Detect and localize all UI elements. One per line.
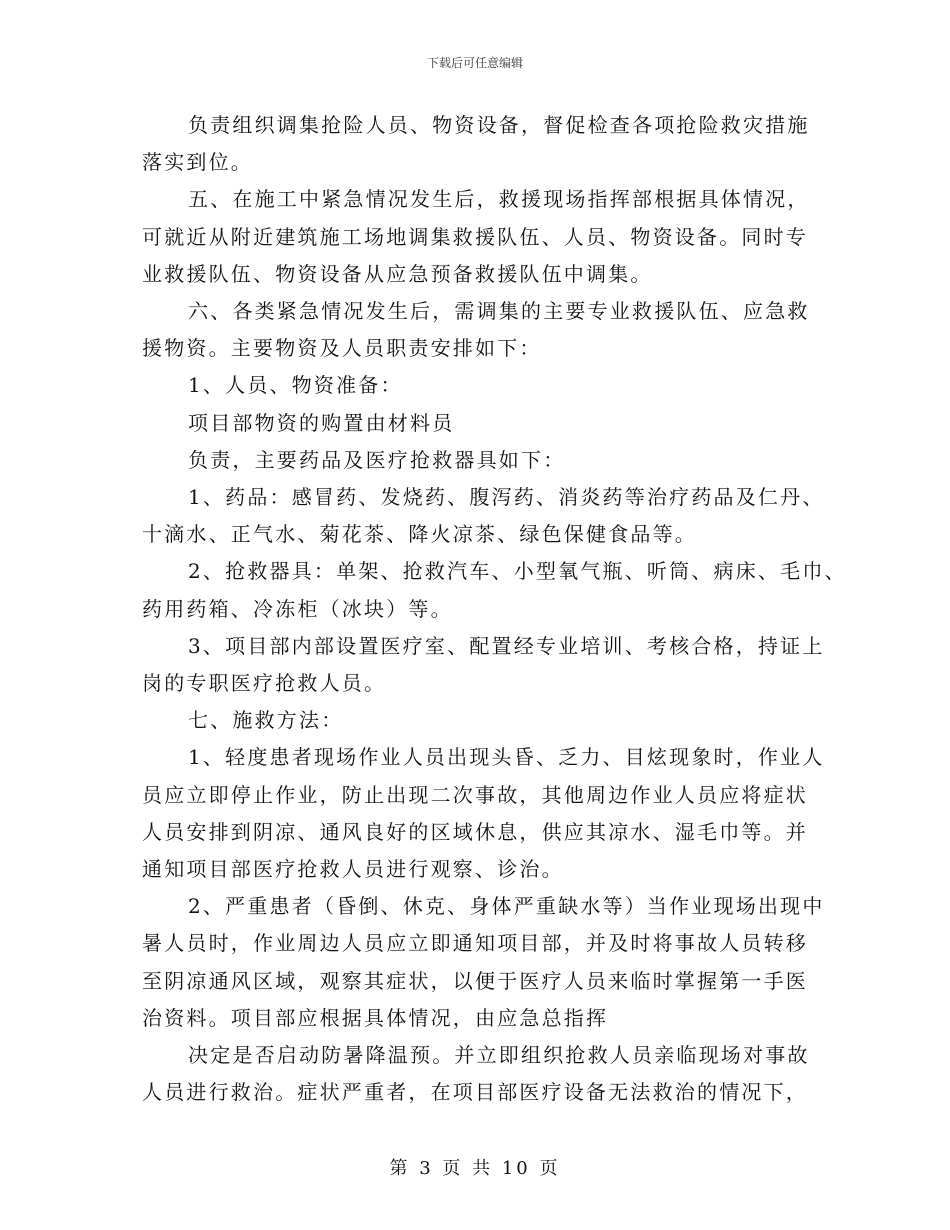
text-line: 通知项目部医疗抢救人员进行观察、诊治。 xyxy=(142,857,564,882)
text-line: 1、药品：感冒药、发烧药、腹泻药、消炎药等治疗药品及仁丹、 xyxy=(188,485,825,510)
text-line: 负责组织调集抢险人员、物资设备，督促检查各项抢险救灾措施 xyxy=(188,113,810,137)
text-line: 1、人员、物资准备： xyxy=(188,373,403,398)
text-line: 2、严重患者（昏倒、休克、身体严重缺水等）当作业现场出现中 xyxy=(188,894,825,919)
text-line: 可就近从附近建筑施工场地调集救援队伍、人员、物资设备。同时专 xyxy=(142,224,808,249)
text-line: 岗的专职医疗抢救人员。 xyxy=(142,671,387,696)
text-line: 七、施救方法： xyxy=(188,708,344,733)
text-line: 1、轻度患者现场作业人员出现头昏、乏力、目炫现象时，作业人 xyxy=(188,745,825,770)
text-line: 暑人员时，作业周边人员应立即通知项目部，并及时将事故人员转移 xyxy=(142,931,808,956)
text-line: 员应立即停止作业，防止出现二次事故，其他周边作业人员应将症状 xyxy=(142,782,808,807)
text-line: 人员进行救治。症状严重者，在项目部医疗设备无法救治的情况下， xyxy=(142,1080,808,1105)
text-line: 至阴凉通风区域，观察其症状，以便于医疗人员来临时掌握第一手医 xyxy=(142,968,808,993)
text-line: 六、各类紧急情况发生后，需调集的主要专业救援队伍、应急救 xyxy=(188,299,810,324)
text-line: 人员安排到阴凉、通风良好的区域休息，供应其凉水、湿毛巾等。并 xyxy=(142,819,808,844)
page-header: 下载后可任意编辑 xyxy=(426,56,523,70)
text-line: 五、在施工中紧急情况发生后，救援现场指挥部根据具体情况， xyxy=(188,187,810,212)
text-line: 3、项目部内部设置医疗室、配置经专业培训、考核合格，持证上 xyxy=(188,633,825,658)
page-footer: 第 3 页 共 10 页 xyxy=(389,1158,561,1179)
text-line: 十滴水、正气水、菊花茶、降火凉茶、绿色保健食品等。 xyxy=(142,522,697,547)
text-line: 落实到位。 xyxy=(142,150,253,175)
document-body xyxy=(142,107,847,1111)
text-line: 业救援队伍、物资设备从应急预备救援队伍中调集。 xyxy=(142,261,653,286)
text-line: 治资料。项目部应根据具体情况，由应急总指挥 xyxy=(142,1005,609,1030)
text-line: 援物资。主要物资及人员职责安排如下： xyxy=(142,336,542,361)
text-line: 负责，主要药品及医疗抢救器具如下： xyxy=(188,447,566,472)
text-line: 2、抢救器具：单架、抢救汽车、小型氧气瓶、听筒、病床、毛巾、 xyxy=(188,559,847,584)
text-line: 药用药箱、冷冻柜（冰块）等。 xyxy=(142,596,453,621)
text-line: 项目部物资的购置由材料员 xyxy=(188,410,455,435)
text-line: 决定是否启动防暑降温预。并立即组织抢救人员亲临现场对事故 xyxy=(188,1043,810,1068)
